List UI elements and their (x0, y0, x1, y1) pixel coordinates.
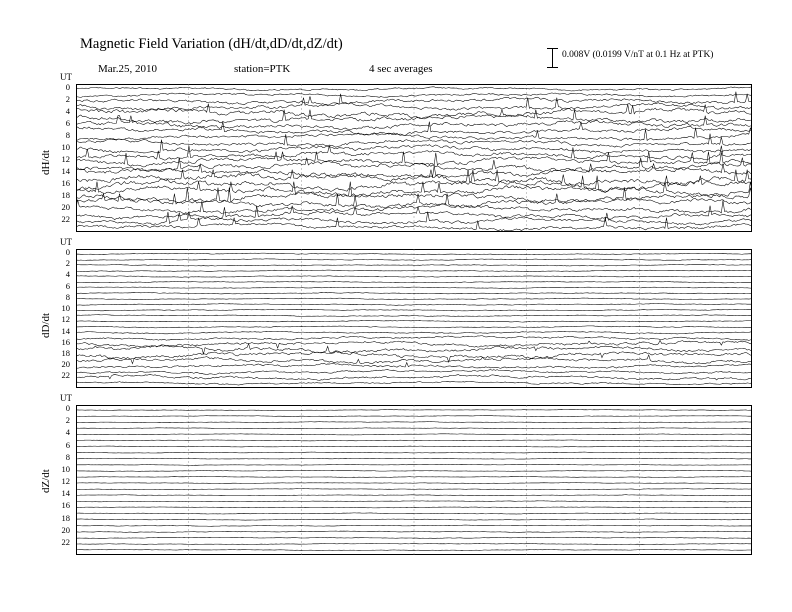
y-tick-label: 8 (65, 130, 70, 140)
panel-plot-dzdt (76, 405, 752, 555)
y-tick-label: 2 (65, 258, 70, 269)
trace-line (76, 428, 752, 429)
trace-line (76, 531, 752, 532)
trace-line (76, 507, 752, 508)
y-tick-label: 2 (65, 94, 70, 104)
trace-line (76, 416, 752, 417)
y-tick-label: 10 (61, 303, 70, 314)
y-tick-label: 4 (65, 106, 70, 116)
y-tick-label: 6 (65, 280, 70, 291)
y-tick-label: 12 (61, 154, 70, 164)
axis-label-dzdt: dZ/dt (40, 469, 52, 493)
y-tick-label: 20 (61, 359, 70, 370)
scale-bar-top-cap (547, 48, 558, 49)
chart-panel-dddt (76, 249, 752, 388)
trace-line (76, 452, 752, 453)
y-tick-label: 14 (61, 166, 70, 176)
y-tick-label: 6 (65, 118, 70, 128)
subheader-date: Mar.25, 2010 (98, 63, 157, 75)
chart-panel-dzdt (76, 405, 752, 555)
trace-line (76, 287, 752, 288)
y-tick-label: 6 (65, 439, 70, 450)
y-tick-label: 18 (61, 190, 70, 200)
y-tick-label: 2 (65, 415, 70, 426)
scale-bar (545, 46, 745, 72)
trace-line (76, 259, 752, 261)
y-tick-label: 14 (61, 488, 70, 499)
y-tick-label: 20 (61, 524, 70, 535)
scale-bar-label: 0.008V (0.0199 V/nT at 0.1 Hz at PTK) (562, 50, 714, 60)
panel-plot-dhdt (76, 84, 752, 232)
axis-label-dhdt: dH/dt (40, 149, 52, 175)
y-tick-label: 0 (65, 247, 70, 257)
trace-line (76, 374, 752, 380)
ut-label-dddt: UT (60, 237, 72, 247)
y-tick-label: 22 (61, 536, 70, 547)
scale-bar-bottom-cap (547, 67, 558, 68)
y-tick-label: 16 (61, 336, 70, 347)
y-tick-label: 18 (61, 347, 70, 358)
ut-label-dhdt: UT (60, 72, 72, 82)
y-tick-label: 10 (61, 142, 70, 152)
trace-line (76, 543, 752, 544)
subheader-averaging: 4 sec averages (369, 63, 433, 75)
axis-label-dddt: dD/dt (40, 312, 52, 338)
page-title: Magnetic Field Variation (dH/dt,dD/dt,dZ/dt) (80, 36, 343, 52)
scale-bar-line (552, 48, 553, 68)
y-tick-label: 0 (65, 403, 70, 413)
y-tick-label: 16 (61, 500, 70, 511)
y-tick-label: 16 (61, 178, 70, 188)
y-tick-label: 20 (61, 202, 70, 212)
trace-line (76, 276, 752, 277)
y-tick-label: 8 (65, 291, 70, 302)
chart-panel-dhdt (76, 84, 752, 232)
panel-plot-dddt (76, 249, 752, 388)
trace-line (76, 495, 752, 496)
y-tick-label: 14 (61, 325, 70, 336)
trace-line (76, 440, 752, 441)
y-tick-label: 12 (61, 476, 70, 487)
y-tick-label: 10 (61, 463, 70, 474)
y-tick-label: 0 (65, 82, 70, 92)
ut-label-dzdt: UT (60, 393, 72, 403)
subheader-station: station=PTK (234, 63, 291, 75)
y-tick-label: 4 (65, 427, 70, 438)
y-tick-label: 12 (61, 314, 70, 325)
y-tick-label: 4 (65, 269, 70, 280)
y-tick-label: 18 (61, 512, 70, 523)
y-tick-label: 8 (65, 451, 70, 462)
trace-line (76, 519, 752, 520)
y-tick-label: 22 (61, 370, 70, 381)
y-tick-label: 22 (61, 214, 70, 224)
